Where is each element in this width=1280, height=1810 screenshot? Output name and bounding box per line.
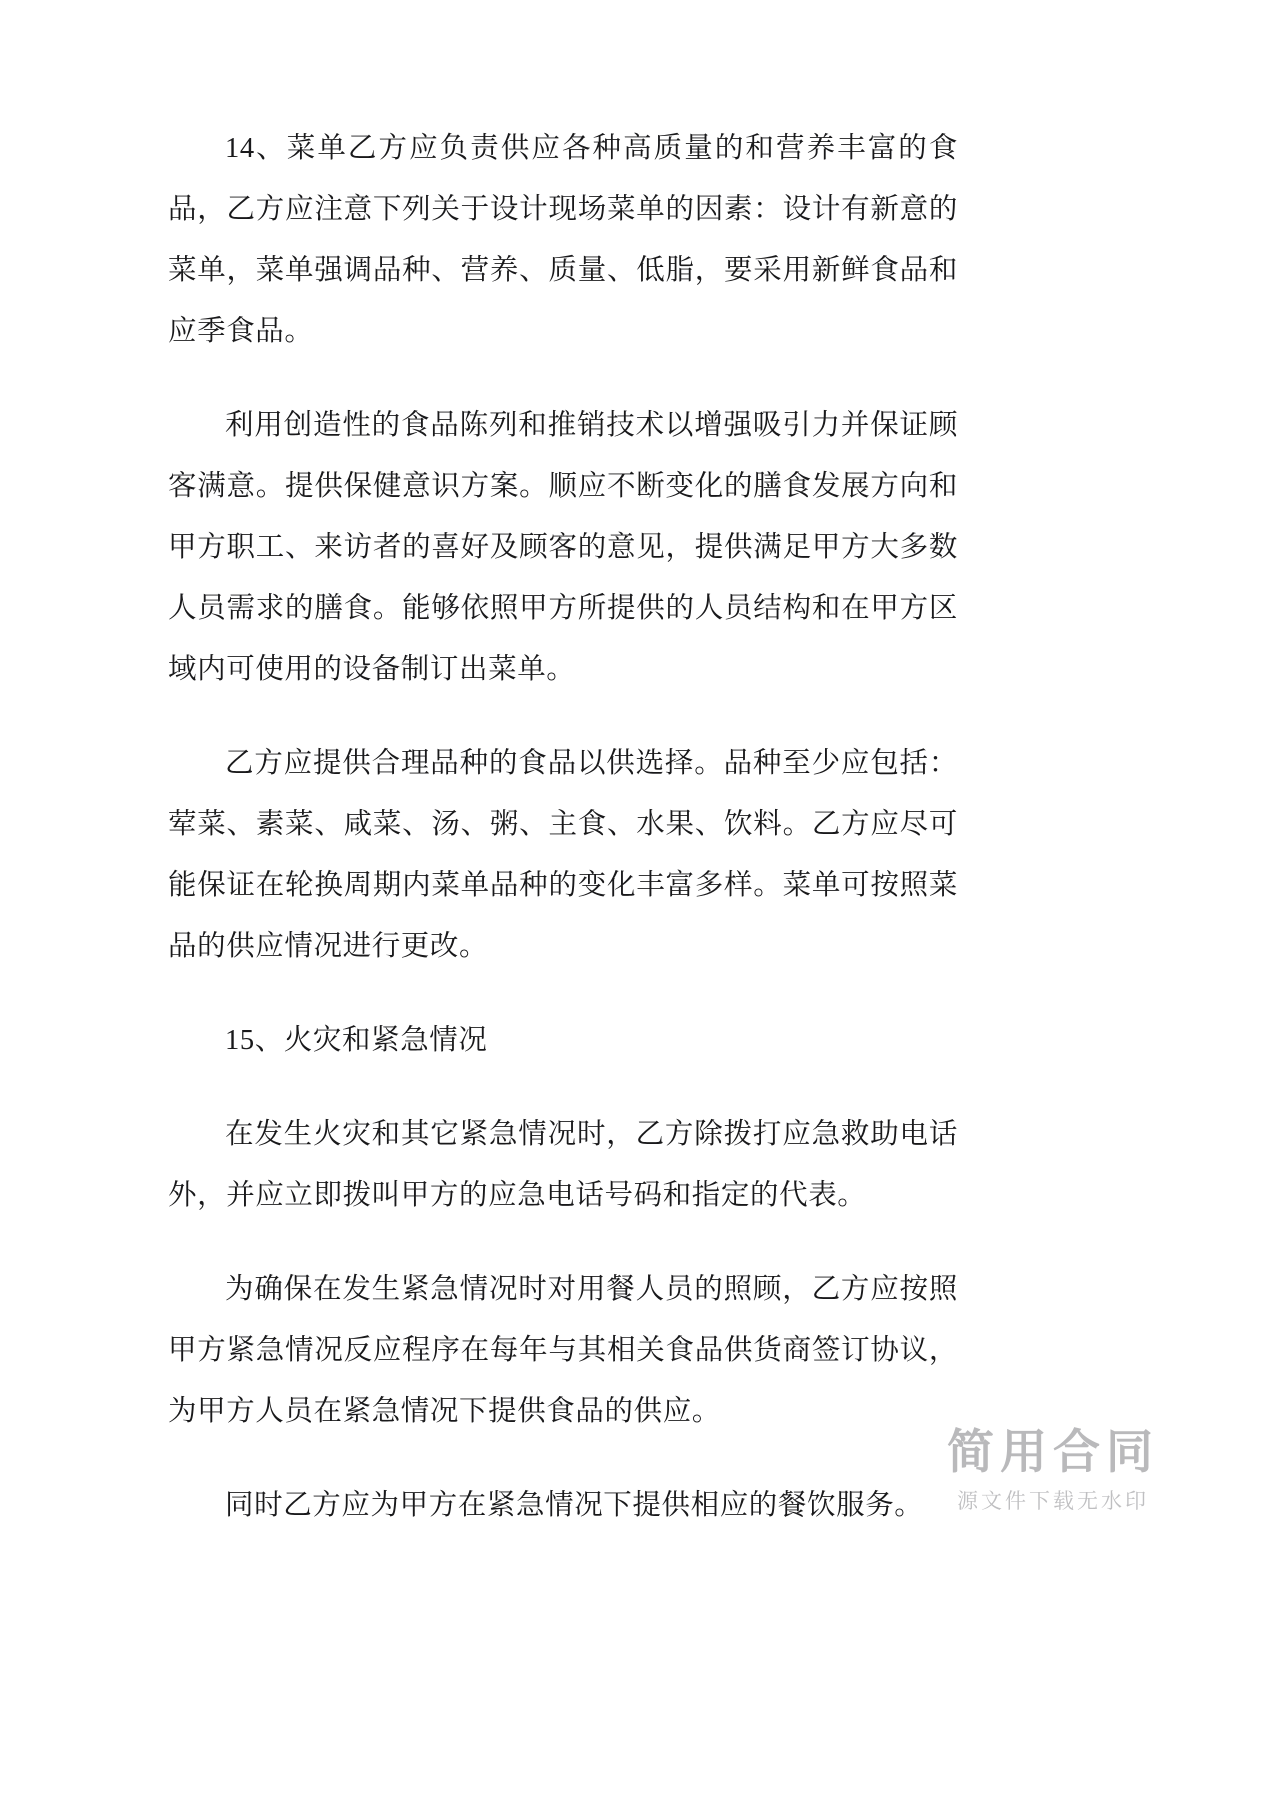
watermark-title: 简用合同 xyxy=(947,1424,1159,1478)
paragraph-clause-15-catering-service: 同时乙方应为甲方在紧急情况下提供相应的餐饮服务。 xyxy=(225,1490,924,1521)
paragraph-clause-14-food-variety: 乙方应提供合理品种的食品以供选择。品种至少应包括：荤菜、素菜、咸菜、汤、粥、主食、水果、饮料。乙方应尽可能保证在轮换周期内菜单品种的变化丰富多样。菜单可按照菜品的供应情况进行更改。 xyxy=(168,748,958,962)
paragraph-clause-15-supplier-agreement: 为确保在发生紧急情况时对用餐人员的照顾，乙方应按照甲方紧急情况反应程序在每年与其相关食品供货商签订协议，为甲方人员在紧急情况下提供食品的供应。 xyxy=(168,1274,958,1427)
paragraph-clause-14: 14、菜单乙方应负责供应各种高质量的和营养丰富的食品，乙方应注意下列关于设计现场菜单的因素：设计有新意的菜单，菜单强调品种、营养、质量、低脂，要采用新鲜食品和应季食品。 xyxy=(168,133,958,347)
paragraph-clause-14-menu-design: 利用创造性的食品陈列和推销技术以增强吸引力并保证顾客满意。提供保健意识方案。顺应不断变化的膳食发展方向和甲方职工、来访者的喜好及顾客的意见，提供满足甲方大多数人员需求的膳食。能够依照甲方所提供的人员结构和在甲方区域内可使用的设备制订出菜单。 xyxy=(168,410,958,685)
heading-clause-15: 15、火灾和紧急情况 xyxy=(225,1025,488,1056)
paragraph-clause-15-emergency-call: 在发生火灾和其它紧急情况时，乙方除拨打应急救助电话外，并应立即拨叫甲方的应急电话号码和指定的代表。 xyxy=(168,1119,958,1211)
watermark-subtitle: 源文件下载无水印 xyxy=(957,1490,1149,1513)
document-text-body xyxy=(168,118,958,1569)
